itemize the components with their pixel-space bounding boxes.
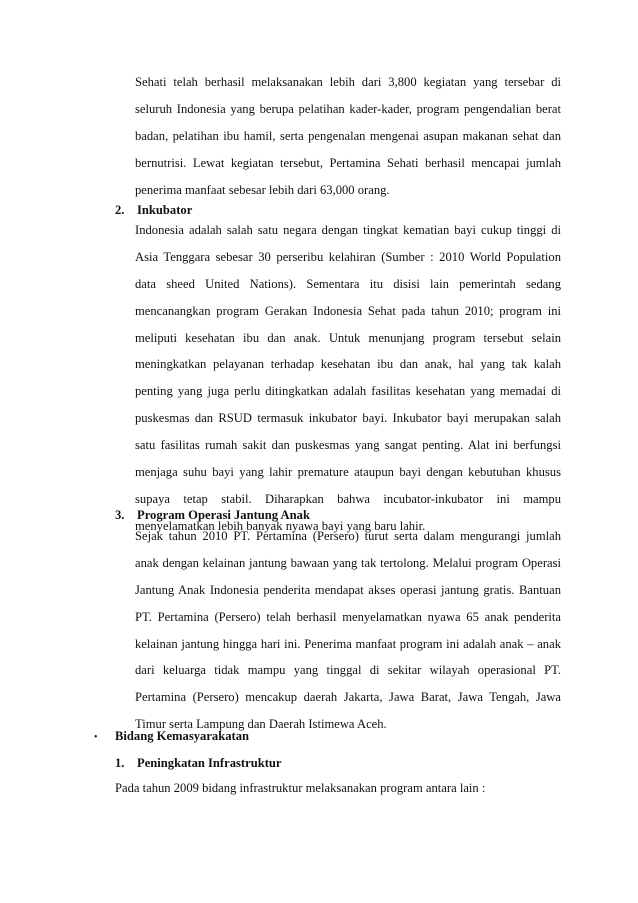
paragraph-line: bernutrisi. Lewat kegiatan tersebut, Pertamina Sehati berhasil mencapai jumlah [135, 155, 561, 170]
item2-number: 2. [115, 203, 125, 217]
paragraph-line: seluruh Indonesia yang berupa pelatihan kader-kader, program pengendalian berat [135, 101, 561, 116]
paragraph-line: supaya tetap stabil. Diharapkan bahwa incubator-inkubator ini mampu [135, 491, 561, 506]
paragraph-line: Indonesia adalah salah satu negara dengan tingkat kematian bayi cukup tinggi di [135, 223, 561, 237]
item2-paragraph [135, 217, 561, 540]
paragraph-line: menjaga suhu bayi yang lahir premature ataupun bayi dengan kebutuhan khusus [135, 465, 561, 480]
paragraph-line: meliputi kesehatan ibu dan anak. Untuk menunjang program tersebut selain [135, 330, 561, 345]
item3-title: Program Operasi Jantung Anak [137, 508, 310, 522]
paragraph-line: satu fasilitas rumah sakit dan puskesmas yang sangat penting. Alat ini berfungsi [135, 438, 561, 453]
paragraph-line: Jantung Anak Indonesia penderita mendapat akses operasi jantung gratis. Bantuan [135, 582, 561, 597]
paragraph-line: PT. Pertamina (Persero) telah berhasil menyelamatkan nyawa 65 anak penderita [135, 609, 561, 624]
paragraph-line: Sejak tahun 2010 PT. Pertamina (Persero) turut serta dalam mengurangi jumlah [135, 529, 561, 543]
paragraph-line: kelainan jantung hingga hari ini. Penerima manfaat program ini adalah anak – anak [135, 636, 561, 651]
sub1-heading [115, 756, 282, 771]
paragraph-line: Pertamina (Persero) mencakup daerah Jakarta, Jawa Barat, Jawa Tengah, Jawa [135, 690, 561, 705]
paragraph-line: Sehati telah berhasil melaksanakan lebih dari 3,800 kegiatan yang tersebar di [135, 75, 561, 89]
sub1-number: 1. [115, 756, 125, 770]
section1-paragraph [135, 69, 561, 203]
item2-title: Inkubator [137, 203, 193, 217]
paragraph-line: dari keluarga tidak mampu yang tinggal di sekitar wilayah operasional PT. [135, 663, 561, 678]
paragraph-line: penerima manfaat sebesar lebih dari 63,000 orang. [135, 182, 390, 197]
item3-paragraph [135, 523, 561, 738]
paragraph-line: Timur serta Lampung dan Daerah Istimewa Aceh. [135, 717, 387, 732]
paragraph-line: badan, pelatihan ibu hamil, serta pengenalan mengenai asupan makanan sehat dan [135, 128, 561, 143]
paragraph-line: meningkatkan pelayanan terhadap kesehatan ibu dan anak, hal yang tak kalah [135, 357, 561, 372]
item3-number: 3. [115, 508, 125, 522]
paragraph-line: puskesmas dan RSUD termasuk inkubator bayi. Inkubator bayi merupakan salah [135, 411, 561, 426]
bullet-icon: • [94, 732, 98, 743]
item2-heading [115, 203, 192, 218]
item3-heading [115, 508, 310, 523]
paragraph-line: mencanangkan program Gerakan Indonesia Sehat pada tahun 2010; program ini [135, 303, 561, 318]
paragraph-line: data sheed United Nations). Sementara itu disisi lain pemerintah sedang [135, 276, 561, 291]
paragraph-line: menyelamatkan lebih banyak nyawa bayi yang baru lahir. [135, 518, 426, 533]
paragraph-line: anak dengan kelainan jantung bawaan yang tak tertolong. Melalui program Operasi [135, 555, 561, 570]
paragraph-line: Asia Tenggara sebesar 30 perseribu kelahiran (Sumber : 2010 World Population [135, 249, 561, 264]
bidang-heading: Bidang Kemasyarakatan [115, 729, 249, 743]
paragraph-line: penting yang juga perlu ditingkatkan adalah fasilitas kesehatan yang memadai di [135, 384, 561, 399]
sub1-text: Pada tahun 2009 bidang infrastruktur melaksanakan program antara lain : [115, 781, 486, 795]
sub1-title: Peningkatan Infrastruktur [137, 756, 282, 770]
